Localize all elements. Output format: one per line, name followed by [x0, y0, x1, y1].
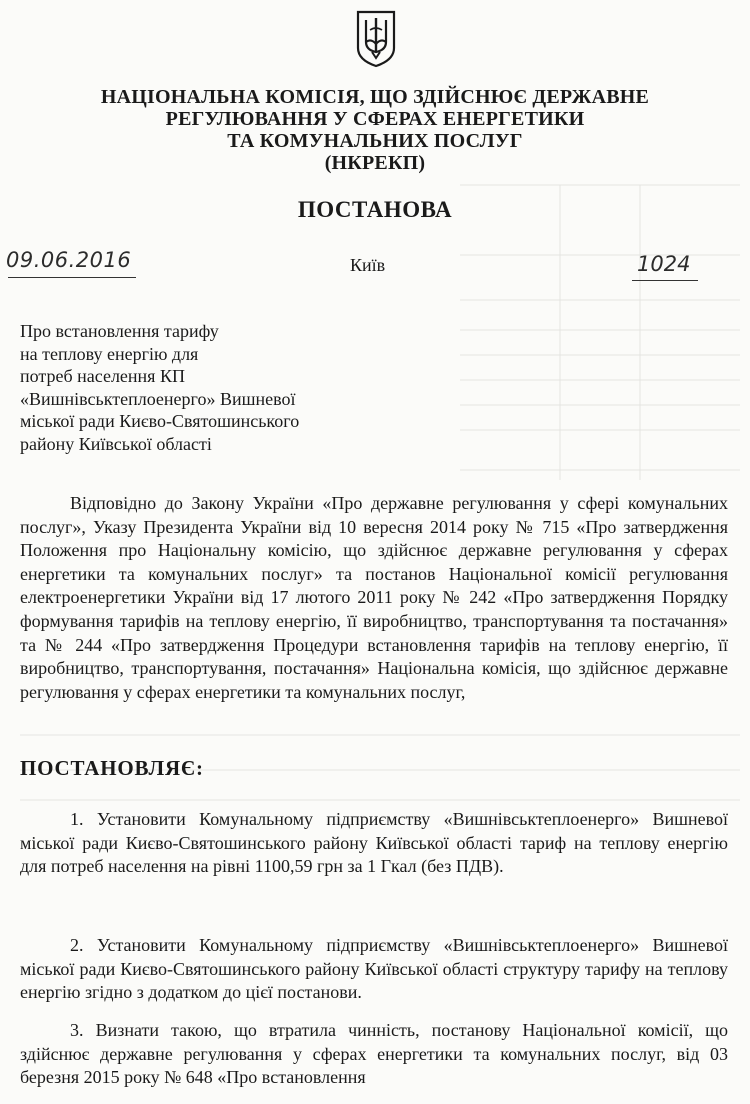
number-underline	[632, 280, 698, 281]
subject-line: потреб населення КП	[20, 366, 185, 386]
date-underline	[8, 277, 136, 278]
header-line-2: РЕГУЛЮВАННЯ У СФЕРАХ ЕНЕРГЕТИКИ	[165, 108, 585, 130]
decision-item-2: 2. Установити Комунальному підприємству «Вишнівськтеплоенерго» Вишневої міської ради Києво-Святошинського району Київської області структуру тарифу на теплову енергію згідно з додатком до цієї постанови.	[20, 935, 728, 1003]
preamble-paragraph: Відповідно до Закону України «Про державне регулювання у сфері комунальних послуг», Указу Президента України від 10 вересня 2014 року № 715 «Про затвердження Положення про Національну комісію, що здійснює державне регулювання у сферах енергетики та комунальних послуг» та постанов Національної комісії регулювання електроенергетики України від 17 лютого 2011 року № 242 «Про затвердження Порядку формування тарифів на теплову енергію, її виробництво, транспортування та постачання» та № 244 «Про затвердження Процедури встановлення тарифів на теплову енергію, її виробництво, транспортування, постачання» Національна комісія, що здійснює державне регулювання у сферах енергетики та комунальних послуг,	[20, 493, 728, 702]
subject-line: Про встановлення тарифу	[20, 321, 219, 341]
city-name: Київ	[350, 255, 386, 275]
coat-of-arms-icon	[354, 8, 398, 68]
subject-line: району Київської області	[20, 433, 212, 454]
decides-heading: ПОСТАНОВЛЯЄ:	[20, 756, 204, 780]
document-title: ПОСТАНОВА	[297, 197, 453, 222]
subject-block	[20, 320, 440, 455]
handwritten-date: 09.06.2016	[6, 248, 132, 272]
subject-line: міської ради Києво-Святошинського	[20, 411, 300, 431]
handwritten-number: 1024	[637, 252, 691, 276]
header-line-4: (НКРЕКП)	[324, 152, 426, 174]
decision-item-1: 1. Установити Комунальному підприємству «Вишнівськтеплоенерго» Вишневої міської ради Києво-Святошинського району Київської області тариф на теплову енергію для потреб населення на рівні 1100,59 грн за 1 Гкал (без ПДВ).	[20, 809, 728, 877]
header-line-3: ТА КОМУНАЛЬНИХ ПОСЛУГ	[227, 130, 523, 152]
header-line-1: НАЦІОНАЛЬНА КОМІСІЯ, ЩО ЗДІЙСНЮЄ ДЕРЖАВНЕ	[100, 86, 650, 108]
subject-line: «Вишнівськтеплоенерго» Вишневої	[20, 388, 296, 409]
decision-item-3: 3. Визнати такою, що втратила чинність, постанову Національної комісії, що здійснює державне регулювання у сферах енергетики та комунальних послуг, від 03 березня 2015 року № 648 «Про встановлення	[20, 1020, 728, 1088]
subject-line: на теплову енергію для	[20, 343, 199, 364]
